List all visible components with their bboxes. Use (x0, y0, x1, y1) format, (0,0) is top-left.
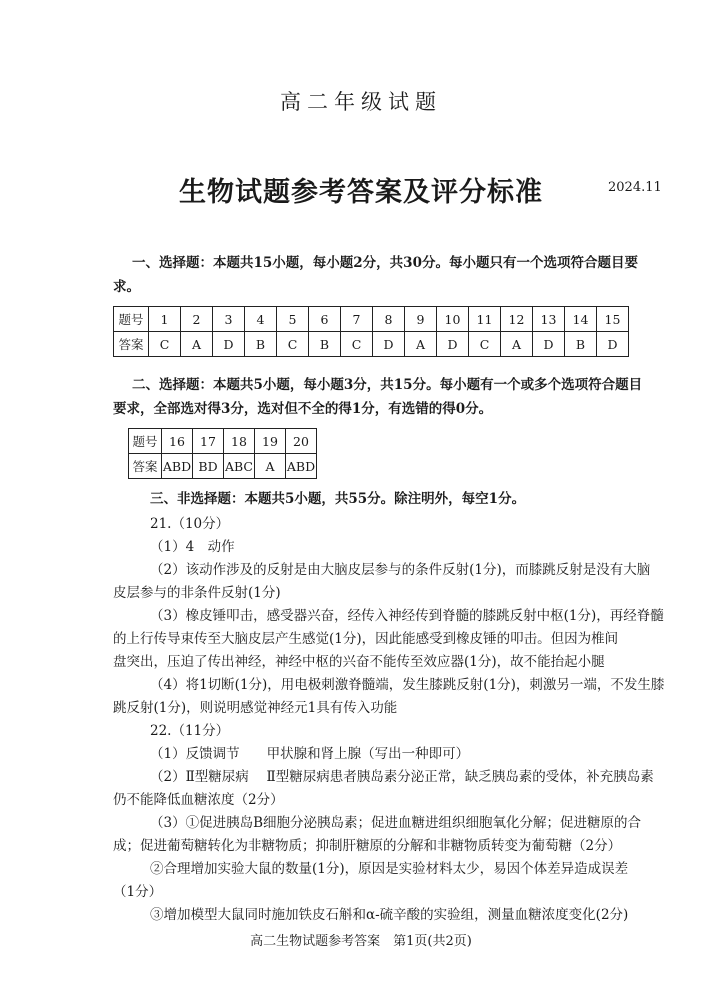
section1-heading-line1: 一、选择题：本题共15小题，每小题2分，共30分。每小题只有一个选项符合题目要 (132, 255, 638, 271)
answer-line: （1）4 动作 (150, 539, 235, 555)
question-number-cell: 17 (193, 429, 224, 454)
section2-answer-table (128, 428, 317, 479)
answer-line: （4）将1切断(1分)，用电极刺激脊髓端，发生膝跳反射(1分)，刺激另一端，不发生膝 (150, 677, 665, 693)
question-number-row (129, 429, 317, 454)
question-number-cell: 4 (245, 307, 277, 332)
answer-line: （1）反馈调节 甲状腺和肾上腺（写出一种即可） (150, 746, 470, 762)
question-number-cell: 7 (341, 307, 373, 332)
question-number-cell: 13 (533, 307, 565, 332)
answer-line: 盘突出，压迫了传出神经，神经中枢的兴奋不能传至效应器(1分)，故不能抬起小腿 (113, 654, 605, 670)
question-number-cell: 8 (373, 307, 405, 332)
answer-cell: ABC (224, 454, 255, 479)
answer-cell: A (181, 332, 213, 357)
question-number-cell: 11 (469, 307, 501, 332)
answer-cell: B (565, 332, 597, 357)
answer-line: （2）Ⅱ型糖尿病 Ⅱ型糖尿病患者胰岛素分泌正常，缺乏胰岛素的受体，补充胰岛素 (150, 769, 654, 785)
answer-cell: A (501, 332, 533, 357)
question-number-cell: 2 (181, 307, 213, 332)
answer-line: ③增加模型大鼠同时施加铁皮石斛和α-硫辛酸的实验组，测量血糖浓度变化(2分) (150, 907, 629, 923)
answer-line: （1分） (113, 884, 163, 900)
answer-line: 跳反射(1分)，则说明感觉神经元1具有传入功能 (113, 700, 398, 716)
question-number-cell: 3 (213, 307, 245, 332)
answer-row (114, 332, 629, 357)
question-number-cell: 9 (405, 307, 437, 332)
answer-cell: B (309, 332, 341, 357)
question-number-cell: 6 (309, 307, 341, 332)
question-number-cell: 20 (286, 429, 317, 454)
answer-cell: ABD (286, 454, 317, 479)
document-title: 生物试题参考答案及评分标准 (179, 177, 543, 208)
answer-cell: C (149, 332, 181, 357)
question-number-cell: 5 (277, 307, 309, 332)
grade-title: 高二年级试题 (280, 90, 442, 114)
answer-cell: D (597, 332, 629, 357)
answer-line: （3）①促进胰岛B细胞分泌胰岛素；促进血糖进组织细胞氧化分解；促进糖原的合 (150, 815, 642, 831)
section2-heading-line1: 二、选择题：本题共5小题，每小题3分，共15分。每小题有一个或多个选项符合题目 (132, 377, 643, 393)
answer-cell: D (373, 332, 405, 357)
question-number-cell: 14 (565, 307, 597, 332)
document-date: 2024.11 (608, 180, 662, 195)
section1-heading-line2: 求。 (113, 279, 140, 295)
answer-cell: C (469, 332, 501, 357)
question-number-cell: 18 (224, 429, 255, 454)
question-number-cell: 15 (597, 307, 629, 332)
answer-line: 皮层参与的非条件反射(1分) (113, 585, 281, 601)
answer-cell: D (533, 332, 565, 357)
answer-line: 成；促进葡萄糖转化为非糖物质；抑制肝糖原的分解和非糖物质转变为葡萄糖（2分） (113, 838, 622, 854)
answer-cell: C (341, 332, 373, 357)
answer-line: ②合理增加实验大鼠的数量(1分)，原因是实验材料太少，易因个体差异造成误差 (150, 861, 629, 877)
answer-line: 的上行传导束传至大脑皮层产生感觉(1分)，因此能感受到橡皮锤的叩击。但因为椎间 (113, 631, 619, 647)
answer-cell: D (437, 332, 469, 357)
answer-line: （3）橡皮锤叩击，感受器兴奋，经传入神经传到脊髓的膝跳反射中枢(1分)，再经脊髓 (150, 608, 664, 624)
answer-cell: A (255, 454, 286, 479)
row-label-answer: 答案 (129, 454, 162, 479)
question-number-cell: 12 (501, 307, 533, 332)
question-number-cell: 10 (437, 307, 469, 332)
page-footer: 高二生物试题参考答案 第1页(共2页) (250, 934, 472, 949)
question-number-cell: 19 (255, 429, 286, 454)
answer-cell: C (277, 332, 309, 357)
section3-heading: 三、非选择题：本题共5小题，共55分。除注明外，每空1分。 (150, 491, 526, 507)
answer-row (129, 454, 317, 479)
answer-line: 仍不能降低血糖浓度（2分） (113, 792, 284, 808)
question-number-cell: 16 (162, 429, 193, 454)
row-label-question: 题号 (129, 429, 162, 454)
answer-cell: BD (193, 454, 224, 479)
question-number-row (114, 307, 629, 332)
section2-heading-line2: 要求，全部选对得3分，选对但不全的得1分，有选错的得0分。 (113, 401, 493, 417)
row-label-answer: 答案 (114, 332, 149, 357)
answer-cell: A (405, 332, 437, 357)
answer-cell: D (213, 332, 245, 357)
row-label-question: 题号 (114, 307, 149, 332)
answer-cell: B (245, 332, 277, 357)
section1-answer-table (113, 306, 629, 357)
question-22-header: 22.（11分） (150, 723, 230, 739)
answer-line: （2）该动作涉及的反射是由大脑皮层参与的条件反射(1分)，而膝跳反射是没有大脑 (150, 562, 651, 578)
answer-cell: ABD (162, 454, 193, 479)
question-21-header: 21.（10分） (150, 516, 230, 532)
question-number-cell: 1 (149, 307, 181, 332)
